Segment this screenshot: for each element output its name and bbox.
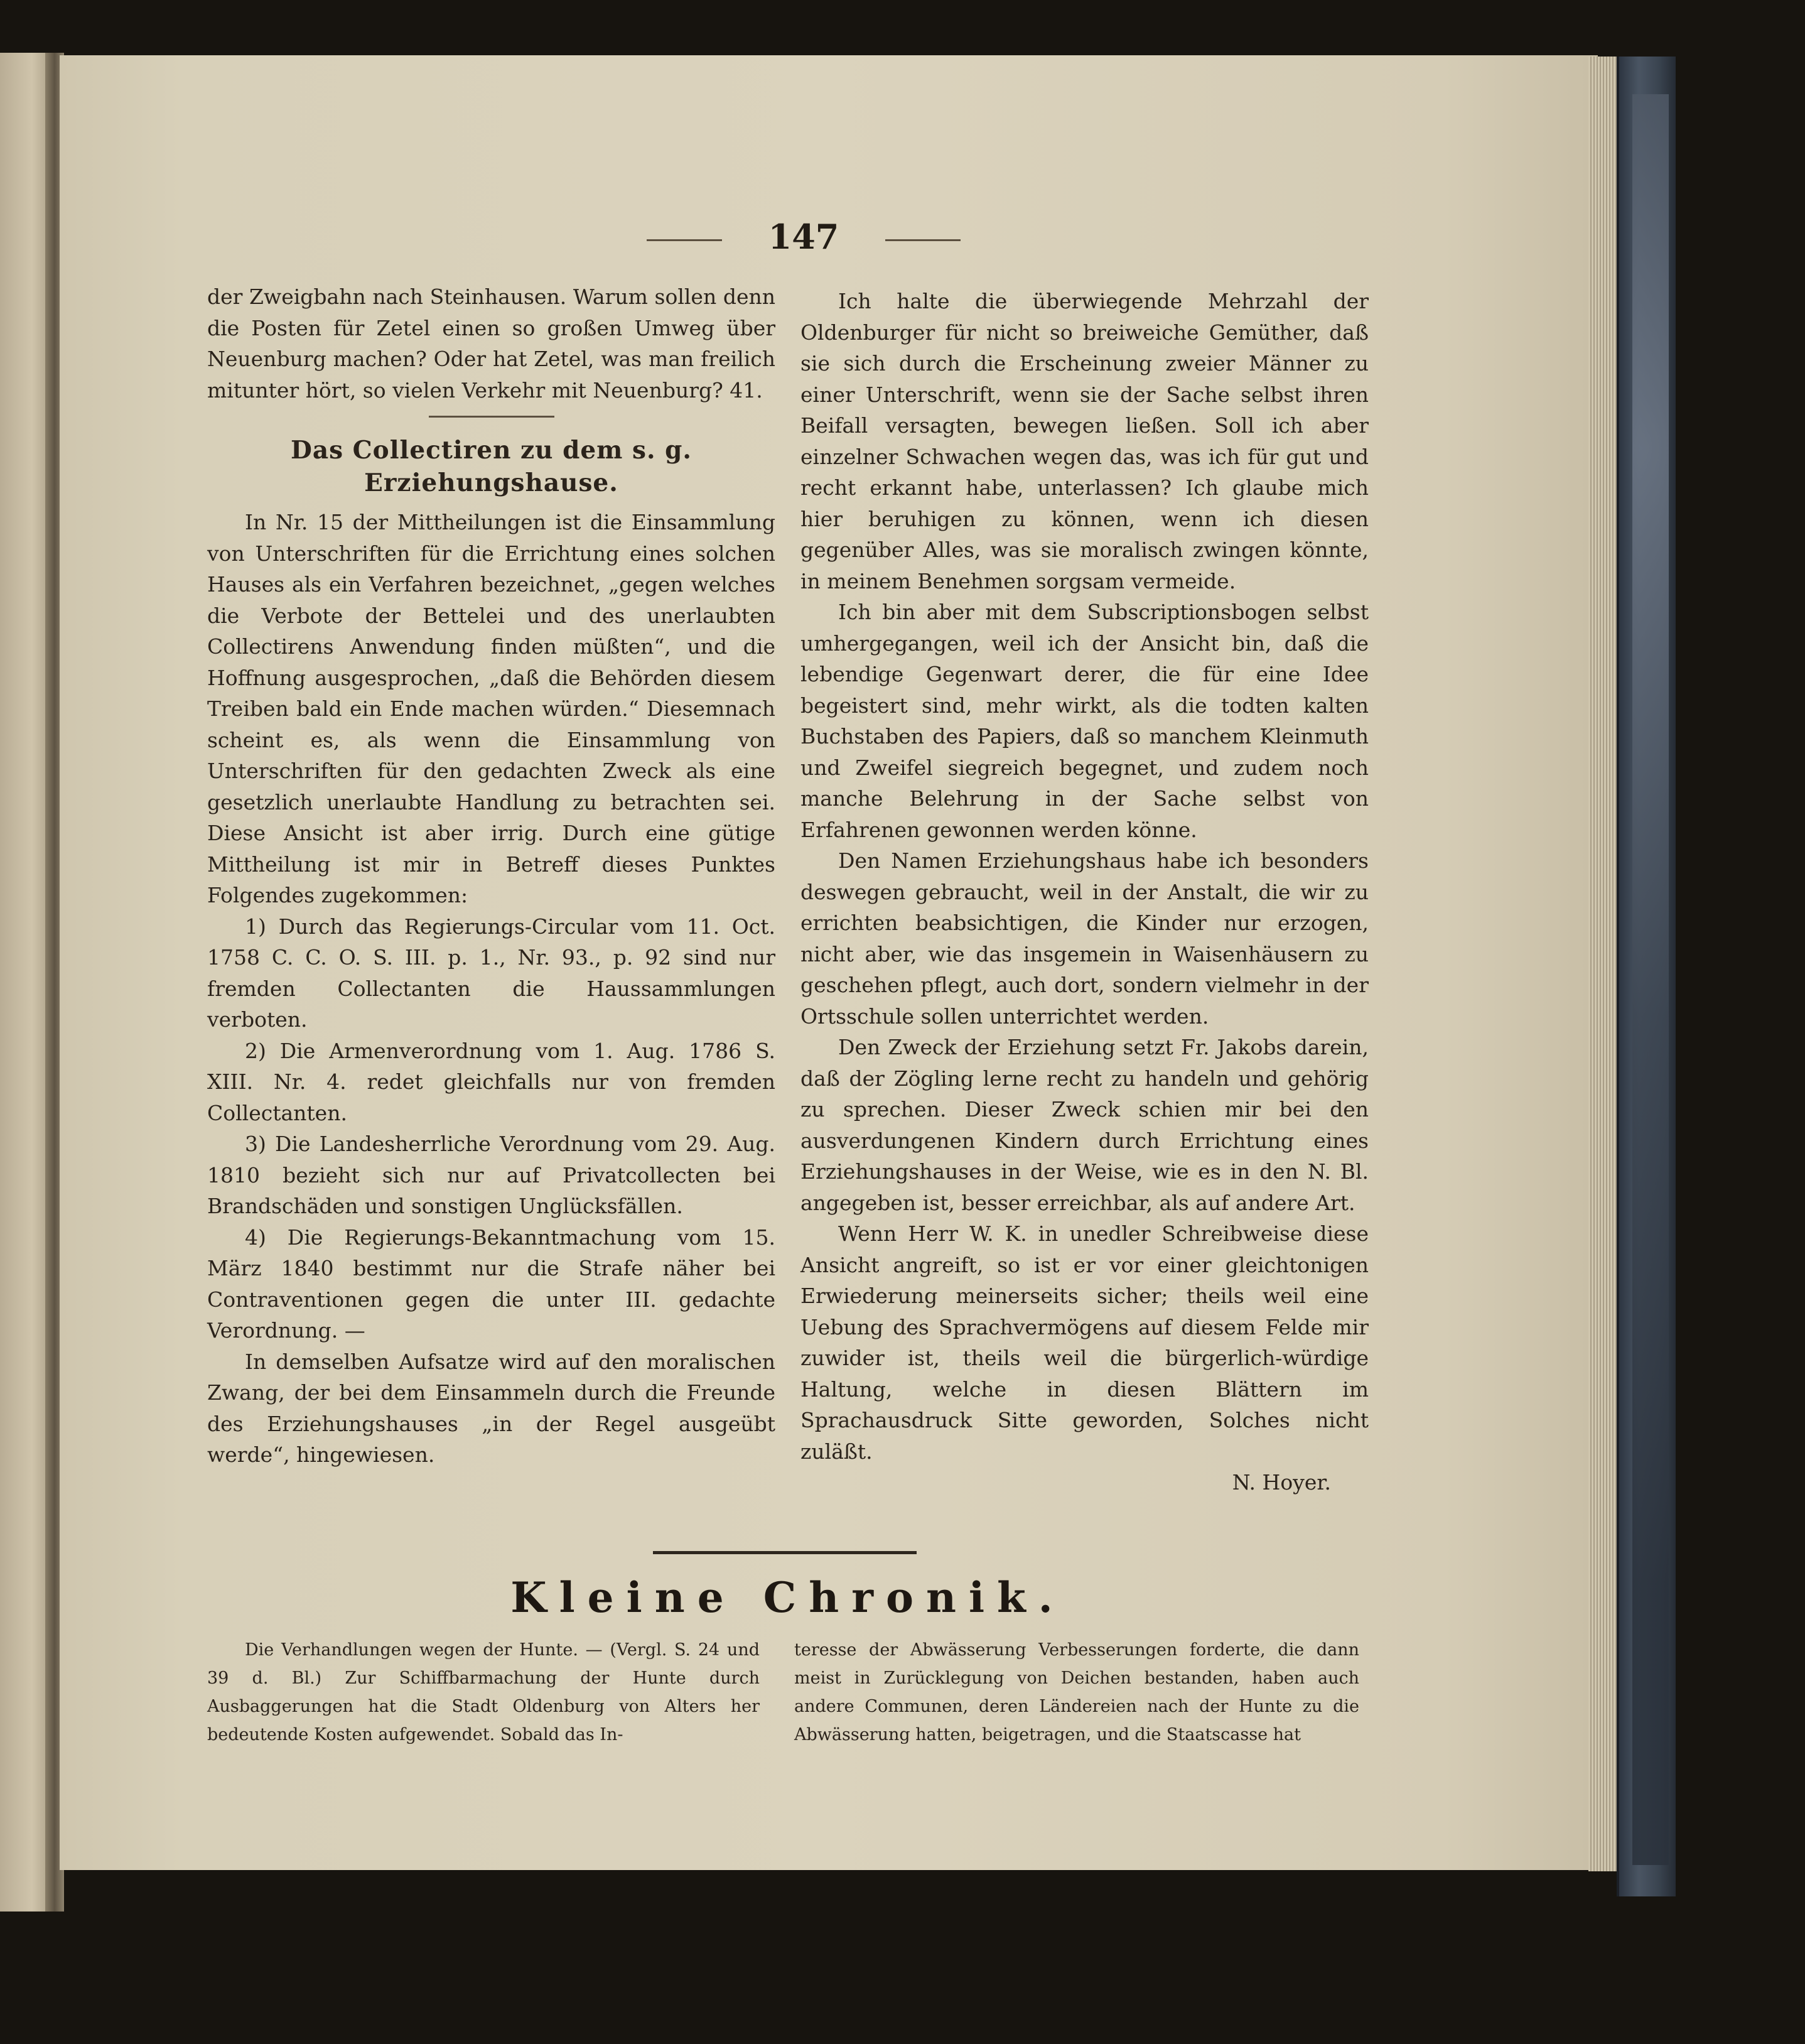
list-item: 1) Durch das Regierungs-Circular vom 11. Oct. 1758 C. C. O. S. III. p. 1., Nr. 93., p. 92 sind nur fremden Collectanten die Haussammlungen verboten.: [207, 914, 775, 1032]
page-header: [628, 217, 973, 261]
header-rule-right: [885, 239, 961, 241]
list-item: 4) Die Regierungs-Bekanntmachung vom 15. März 1840 bestimmt nur die Strafe näher bei Contraventionen gegen die unter III. gedachte Verordnung. —: [207, 1225, 775, 1343]
body-paragraph: Den Zweck der Erziehung setzt Fr. Jakobs darein, daß der Zögling lerne recht zu handeln und gehörig zu sprechen. Dieser Zweck schien mir bei den ausverdungenen Kindern durch Errichtung eines Erziehungshauses in der Weise, wie es in den N. Bl. angegeben ist, besser erreichbar, als auf andere Art.: [800, 1035, 1369, 1215]
article-divider: [429, 416, 554, 418]
chronicle-left-column: [207, 1636, 760, 1749]
chronicle-right-column: [794, 1636, 1359, 1749]
body-paragraph: In Nr. 15 der Mittheilungen ist die Einsammlung von Unterschriften für die Errichtung eines solchen Hauses als ein Verfahren bezeichnet, „gegen welches die Verbote der Bettelei und des unerlaubten Collectirens Anwendung finden müßten“, und die Hoffnung ausgesprochen, „daß die Behörden diesem Treiben bald ein Ende machen würden.“ Diesemnach scheint es, als wenn die Einsammlung von Unterschriften für den gedachten Zweck als eine gesetzlich unerlaubte Handlung zu betrachten sei. Diese Ansicht ist aber irrig. Durch eine gütige Mittheilung ist mir in Betreff dieses Punktes Folgendes zugekommen:: [207, 510, 775, 907]
chronicle-paragraph: teresse der Abwässerung Verbesserungen forderte, die dann meist in Zurücklegung von Deichen bestanden, haben auch andere Communen, deren Ländereien nach der Hunte zu die Abwässerung hatten, beigetragen, und die Staatscasse hat: [794, 1640, 1359, 1744]
header-rule-left: [647, 239, 722, 241]
cover-marbling: [1632, 94, 1669, 1865]
body-paragraph: Den Namen Erziehungshaus habe ich besonders deswegen gebraucht, weil in der Anstalt, die wir zu errichten beabsichtigen, die Kinder nur erzogen, nicht aber, wie das insgemein in Waisenhäusern zu geschehen pflegt, auch dort, sondern vielmehr in der Ortsschule sollen unterrichtet werden.: [800, 848, 1369, 1029]
chronicle-paragraph: Die Verhandlungen wegen der Hunte. — (Vergl. S. 24 und 39 d. Bl.) Zur Schiffbarmachung der Hunte durch Ausbaggerungen hat die Stadt Oldenburg von Alters her bedeutende Kosten aufgewendet. Sobald das In-: [207, 1640, 760, 1744]
body-paragraph: Wenn Herr W. K. in unedler Schreibweise diese Ansicht angreift, so ist er vor einer gleichtonigen Erwiederung meinerseits sicher; theils weil eine Uebung des Sprachvermögens auf diesem Felde mir zuwider ist, theils weil die bürgerlich-würdige Haltung, welche in diesen Blättern im Sprachausdruck Sitte geworden, Solches nicht zuläßt.: [800, 1221, 1369, 1464]
section-divider: [653, 1551, 917, 1554]
list-item: 2) Die Armenverordnung vom 1. Aug. 1786 S. XIII. Nr. 4. redet gleichfalls nur von fremden Collectanten.: [207, 1038, 775, 1125]
page-edges: [1588, 57, 1619, 1871]
list-item: 3) Die Landesherrliche Verordnung vom 29. Aug. 1810 bezieht sich nur auf Privatcollecten bei Brandschäden und sonstigen Unglücksfällen.: [207, 1132, 775, 1218]
body-paragraph: Ich bin aber mit dem Subscriptionsbogen selbst umhergegangen, weil ich der Ansicht bin, daß die lebendige Gegenwart derer, die für eine Idee begeistert sind, mehr wirkt, als die todten kalten Buchstaben des Papiers, daß so manchem Kleinmuth und Zweifel siegreich begegnet, und zudem noch manche Belehrung in der Sache selbst von Erfahrenen gewonnen werden könne.: [800, 600, 1369, 842]
section-title: Kleine Chronik.: [510, 1573, 1065, 1622]
carryover-paragraph: der Zweigbahn nach Steinhausen. Warum sollen denn die Posten für Zetel einen so großen Umweg über Neuenburg machen? Oder hat Zetel, was man freilich mitunter hört, so vielen Verkehr mit Neuenburg? 41.: [207, 284, 775, 403]
page-number: 147: [768, 217, 839, 257]
signature: N. Hoyer.: [1232, 1470, 1331, 1495]
left-column: [207, 281, 775, 1471]
right-column: [800, 286, 1369, 1498]
article-title: Das Collectiren zu dem s. g. Erziehungshause.: [291, 436, 692, 497]
body-paragraph: Ich halte die überwiegende Mehrzahl der Oldenburger für nicht so breiweiche Gemüther, daß sie sich durch die Erscheinung zweier Männer zu einer Unterschrift, wenn sie der Sache selbst ihren Beifall versagten, bewegen ließen. Soll ich aber einzelner Schwachen wegen das, was ich für gut und recht erkannt habe, unterlassen? Ich glaube mich hier beruhigen zu können, wenn ich diesen gegenüber Alles, was sie moralisch zwingen könnte, in meinem Benehmen sorgsam vermeide.: [800, 289, 1369, 593]
body-paragraph: In demselben Aufsatze wird auf den moralischen Zwang, der bei dem Einsammeln durch die Freunde des Erziehungshauses „in der Regel ausgeübt werde“, hingewiesen.: [207, 1349, 775, 1467]
